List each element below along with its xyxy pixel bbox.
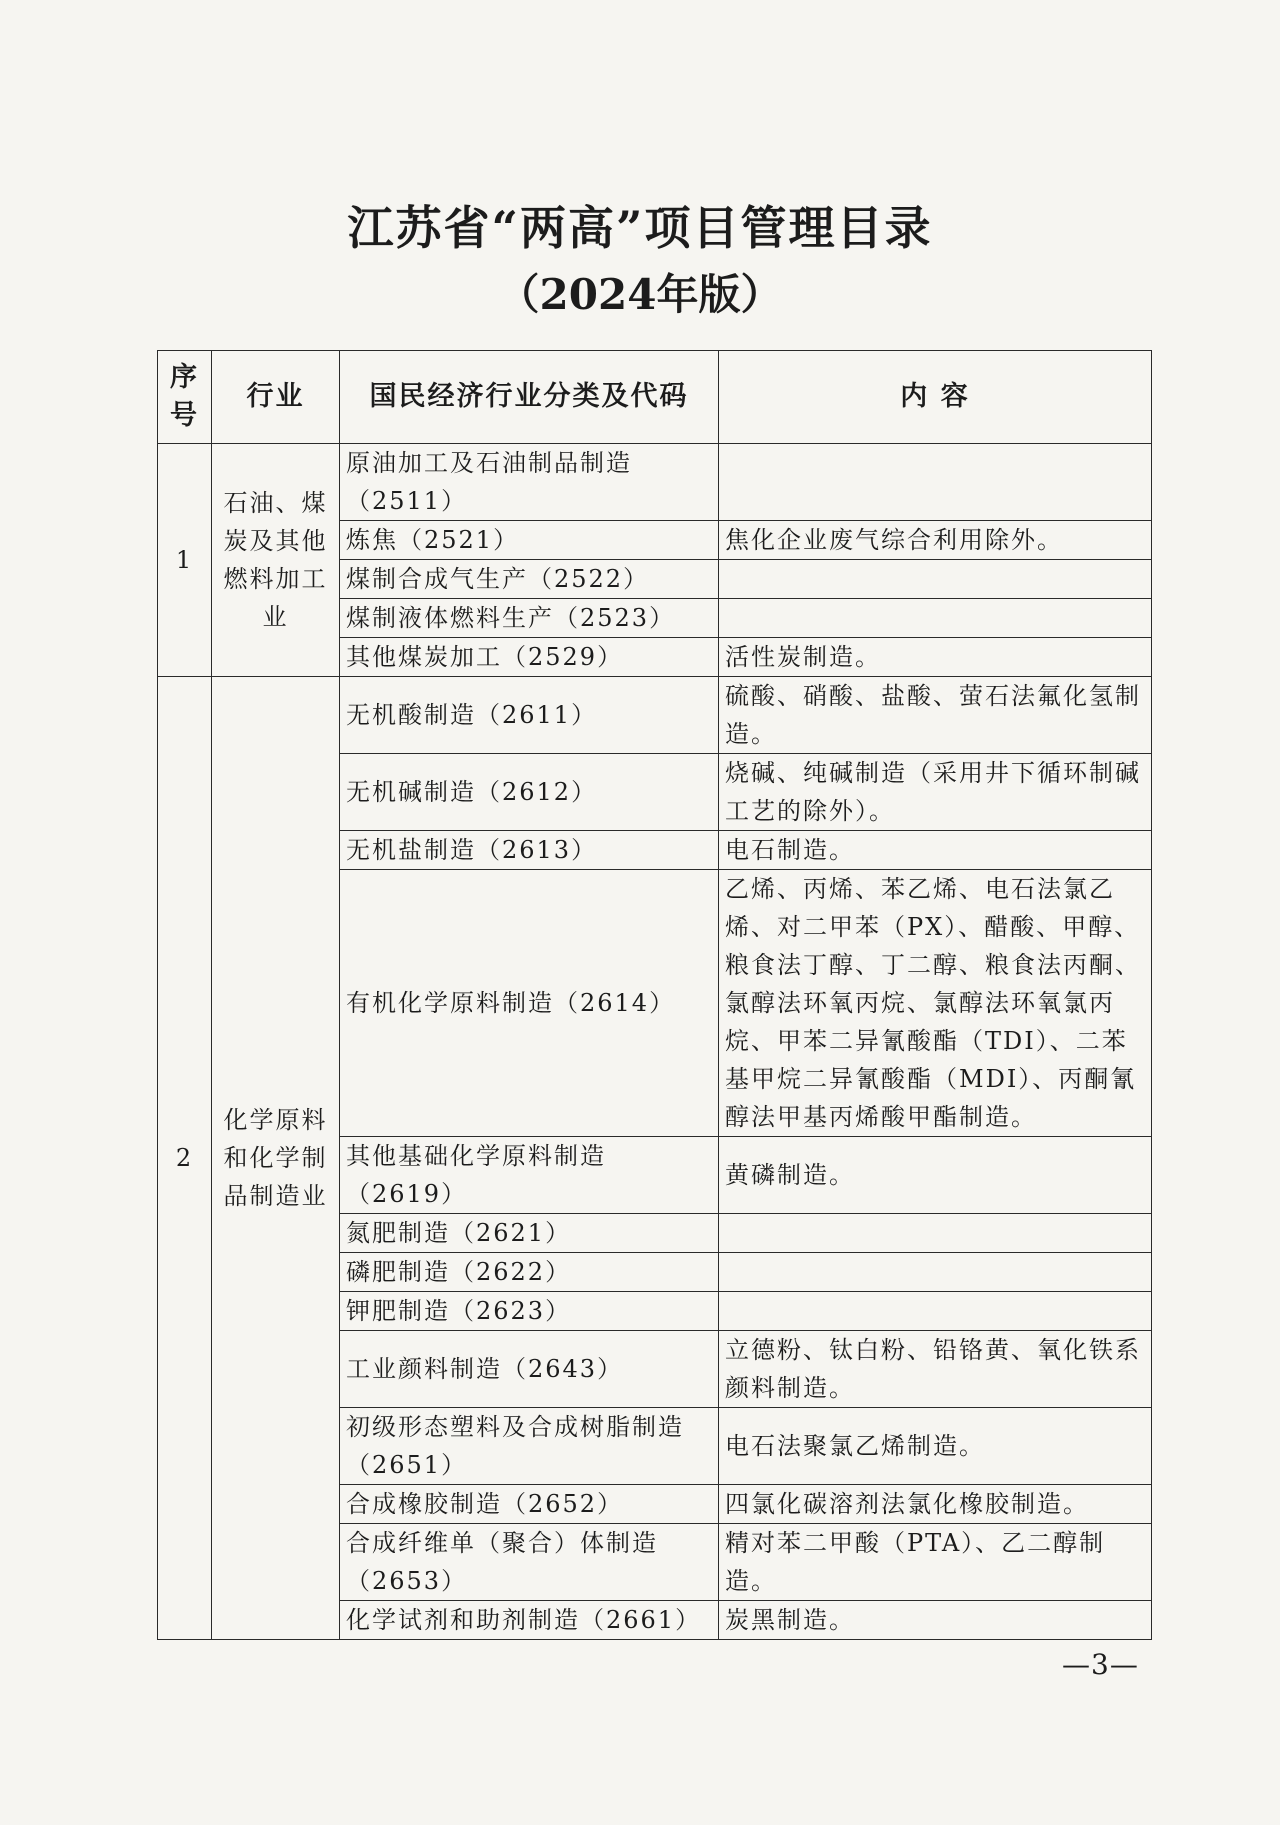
classification-cell: 化学试剂和助剂制造（2661）	[340, 1601, 719, 1640]
classification-cell: 煤制液体燃料生产（2523）	[340, 599, 719, 638]
header-classification: 国民经济行业分类及代码	[340, 351, 719, 444]
content-cell: 电石法聚氯乙烯制造。	[719, 1408, 1152, 1485]
content-cell	[719, 560, 1152, 599]
table-row	[158, 444, 1152, 521]
classification-cell: 无机酸制造（2611）	[340, 677, 719, 754]
classification-cell: 无机盐制造（2613）	[340, 831, 719, 870]
page-subtitle: （2024年版）	[497, 270, 783, 319]
page-number: —3—	[1062, 1648, 1139, 1681]
content-cell	[719, 444, 1152, 521]
content-cell: 立德粉、钛白粉、铅铬黄、氧化铁系颜料制造。	[719, 1331, 1152, 1408]
classification-cell: 其他基础化学原料制造（2619）	[340, 1137, 719, 1214]
group-industry: 石油、煤炭及其他燃料加工业	[212, 444, 340, 677]
classification-cell: 煤制合成气生产（2522）	[340, 560, 719, 599]
content-cell: 硫酸、硝酸、盐酸、萤石法氟化氢制造。	[719, 677, 1152, 754]
classification-cell: 合成橡胶制造（2652）	[340, 1485, 719, 1524]
content-cell: 焦化企业废气综合利用除外。	[719, 521, 1152, 560]
header-seq: 序号	[158, 351, 212, 444]
header-content: 内 容	[719, 351, 1152, 444]
classification-cell: 无机碱制造（2612）	[340, 754, 719, 831]
header-industry: 行业	[212, 351, 340, 444]
table-row	[158, 677, 1152, 754]
group-seq: 2	[158, 677, 212, 1640]
classification-cell: 初级形态塑料及合成树脂制造（2651）	[340, 1408, 719, 1485]
classification-cell: 原油加工及石油制品制造（2511）	[340, 444, 719, 521]
content-cell: 四氯化碳溶剂法氯化橡胶制造。	[719, 1485, 1152, 1524]
classification-cell: 工业颜料制造（2643）	[340, 1331, 719, 1408]
content-cell	[719, 1292, 1152, 1331]
content-cell	[719, 1253, 1152, 1292]
classification-cell: 磷肥制造（2622）	[340, 1253, 719, 1292]
content-cell	[719, 599, 1152, 638]
content-cell	[719, 1214, 1152, 1253]
content-cell: 黄磷制造。	[719, 1137, 1152, 1214]
table-header-row	[158, 351, 1152, 444]
page-title: 江苏省“两高”项目管理目录	[347, 201, 933, 255]
group-seq: 1	[158, 444, 212, 677]
classification-cell: 钾肥制造（2623）	[340, 1292, 719, 1331]
content-cell: 活性炭制造。	[719, 638, 1152, 677]
classification-cell: 其他煤炭加工（2529）	[340, 638, 719, 677]
classification-cell: 有机化学原料制造（2614）	[340, 870, 719, 1137]
classification-cell: 氮肥制造（2621）	[340, 1214, 719, 1253]
content-cell: 乙烯、丙烯、苯乙烯、电石法氯乙烯、对二甲苯（PX）、醋酸、甲醇、粮食法丁醇、丁二醇、粮食法丙酮、氯醇法环氧丙烷、氯醇法环氧氯丙烷、甲苯二异氰酸酯（TDI）、二苯基甲烷二异氰酸酯（MDI）、丙酮氰醇法甲基丙烯酸甲酯制造。	[719, 870, 1152, 1137]
group-industry: 化学原料和化学制品制造业	[212, 677, 340, 1640]
classification-cell: 合成纤维单（聚合）体制造（2653）	[340, 1524, 719, 1601]
content-cell: 烧碱、纯碱制造（采用井下循环制碱工艺的除外）。	[719, 754, 1152, 831]
content-cell: 炭黑制造。	[719, 1601, 1152, 1640]
classification-cell: 炼焦（2521）	[340, 521, 719, 560]
content-cell: 精对苯二甲酸（PTA）、乙二醇制造。	[719, 1524, 1152, 1601]
content-cell: 电石制造。	[719, 831, 1152, 870]
catalog-table	[157, 350, 1152, 1640]
